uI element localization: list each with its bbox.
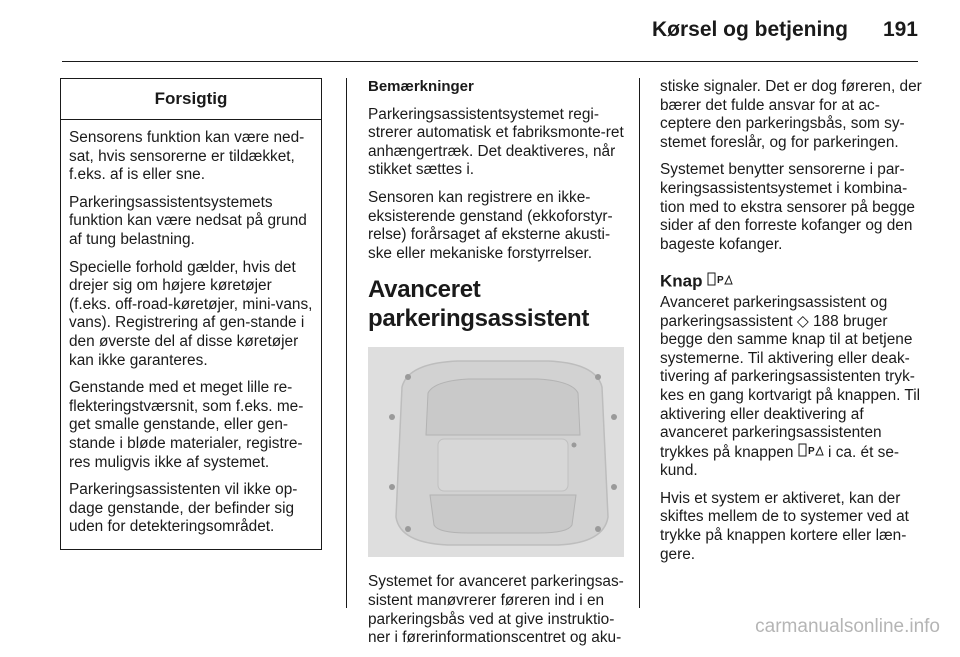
header-divider [62, 61, 918, 62]
column-right [660, 78, 922, 573]
figure-caption: Systemet for avanceret parkeringsas-sistent manøvrerer føreren ind i en parkeringsbås ved at give instruktio-ner i førerinformationscentret og aku- [368, 573, 624, 647]
knap-title: Knap [660, 271, 703, 291]
caution-paragraph: Parkeringsassistentsystemets funktion kan være nedsat på grund af tung belastning. [69, 193, 307, 248]
page-title: Kørsel og betjening [651, 18, 848, 41]
parking-assist-button-icon [798, 443, 824, 463]
knap-paragraph: Hvis et system er aktiveret, kan der skiftes mellem de to systemer ved at trykke på knappen kortere eller læn-gere. [660, 489, 909, 563]
parking-assist-button-icon [707, 272, 733, 292]
svg-text:P: P [807, 445, 814, 457]
caution-paragraph: Parkeringsassistenten vil ikke op-dage genstande, der befinder sig uden for detekteringsområdet. [69, 481, 298, 536]
caution-box [60, 78, 322, 550]
notes-paragraph: Sensoren kan registrere en ikke-eksisterende genstand (ekkoforstyr-relse) forårsaget af eksterne akusti-ske eller mekaniske forstyrrelser. [368, 188, 613, 262]
car-sensor-illustration [368, 347, 624, 557]
notes-title: Bemærkninger [368, 78, 474, 95]
car-top-view-icon [368, 347, 624, 557]
page-ref: 188 [813, 312, 839, 330]
knap-heading [660, 272, 922, 292]
caution-paragraph: Genstande med et meget lille re-flekteringstværsnit, som f.eks. me-get smalle genstande, eller gen-stande i bløde materialer, registre-res muligvis ikke af systemet. [69, 379, 304, 471]
body-paragraph: stiske signaler. Det er dog føreren, der bærer det fulde ansvar for at ac-ceptere den parkeringsbås, som sy-stemet foreslår, og for parkeringen. [660, 78, 922, 151]
knap-paragraph: Avanceret parkeringsassistent og parkeringsassistent ◇ 188 bruger begge den samme knap til at betjene systemerne. Til aktivering eller deak-tivering af parkeringsassistenten tryk-kes en gang kortvarigt på knappen. Til aktivering eller deaktivering af avanceret parkeringsassistenten trykkes på knappen P i ca. ét se-kund. [660, 293, 921, 480]
watermark: carmanualsonline.info [755, 616, 940, 637]
caution-paragraph: Specielle forhold gælder, hvis det drejer sig om højere køretøjer (f.eks. off-road-køretøjer, mini-vans, vans). Registrering af gen-stande i den øverste del af disse køretøjer kan ikke garanteres. [69, 258, 313, 369]
caution-title: Forsigtig [61, 79, 321, 120]
column-divider [346, 78, 347, 608]
body-paragraph: Systemet benytter sensorerne i par-keringsassistentsystemet i kombina-tion med to ekstra sensorer på begge sider af den forreste kofanger og den bageste kofanger. [660, 161, 915, 253]
caution-body [61, 120, 321, 549]
caution-paragraph: Sensorens funktion kan være ned-sat, hvis sensorerne er tildækket, f.eks. af is eller sne. [69, 129, 305, 184]
page-header [0, 0, 960, 62]
column-left [60, 78, 322, 550]
section-title: Avanceret parkeringsassistent [368, 276, 590, 333]
page-ref-arrow-icon: ◇ [796, 312, 809, 330]
column-divider [639, 78, 640, 608]
notes-paragraph: Parkeringsassistentsystemet regi-strerer automatisk et fabriksmonte-ret anhængertræk. Det deaktiveres, når stikket sættes i. [368, 105, 624, 179]
svg-text:P: P [717, 275, 723, 287]
column-middle [368, 78, 624, 657]
page-number: 191 [882, 18, 918, 41]
